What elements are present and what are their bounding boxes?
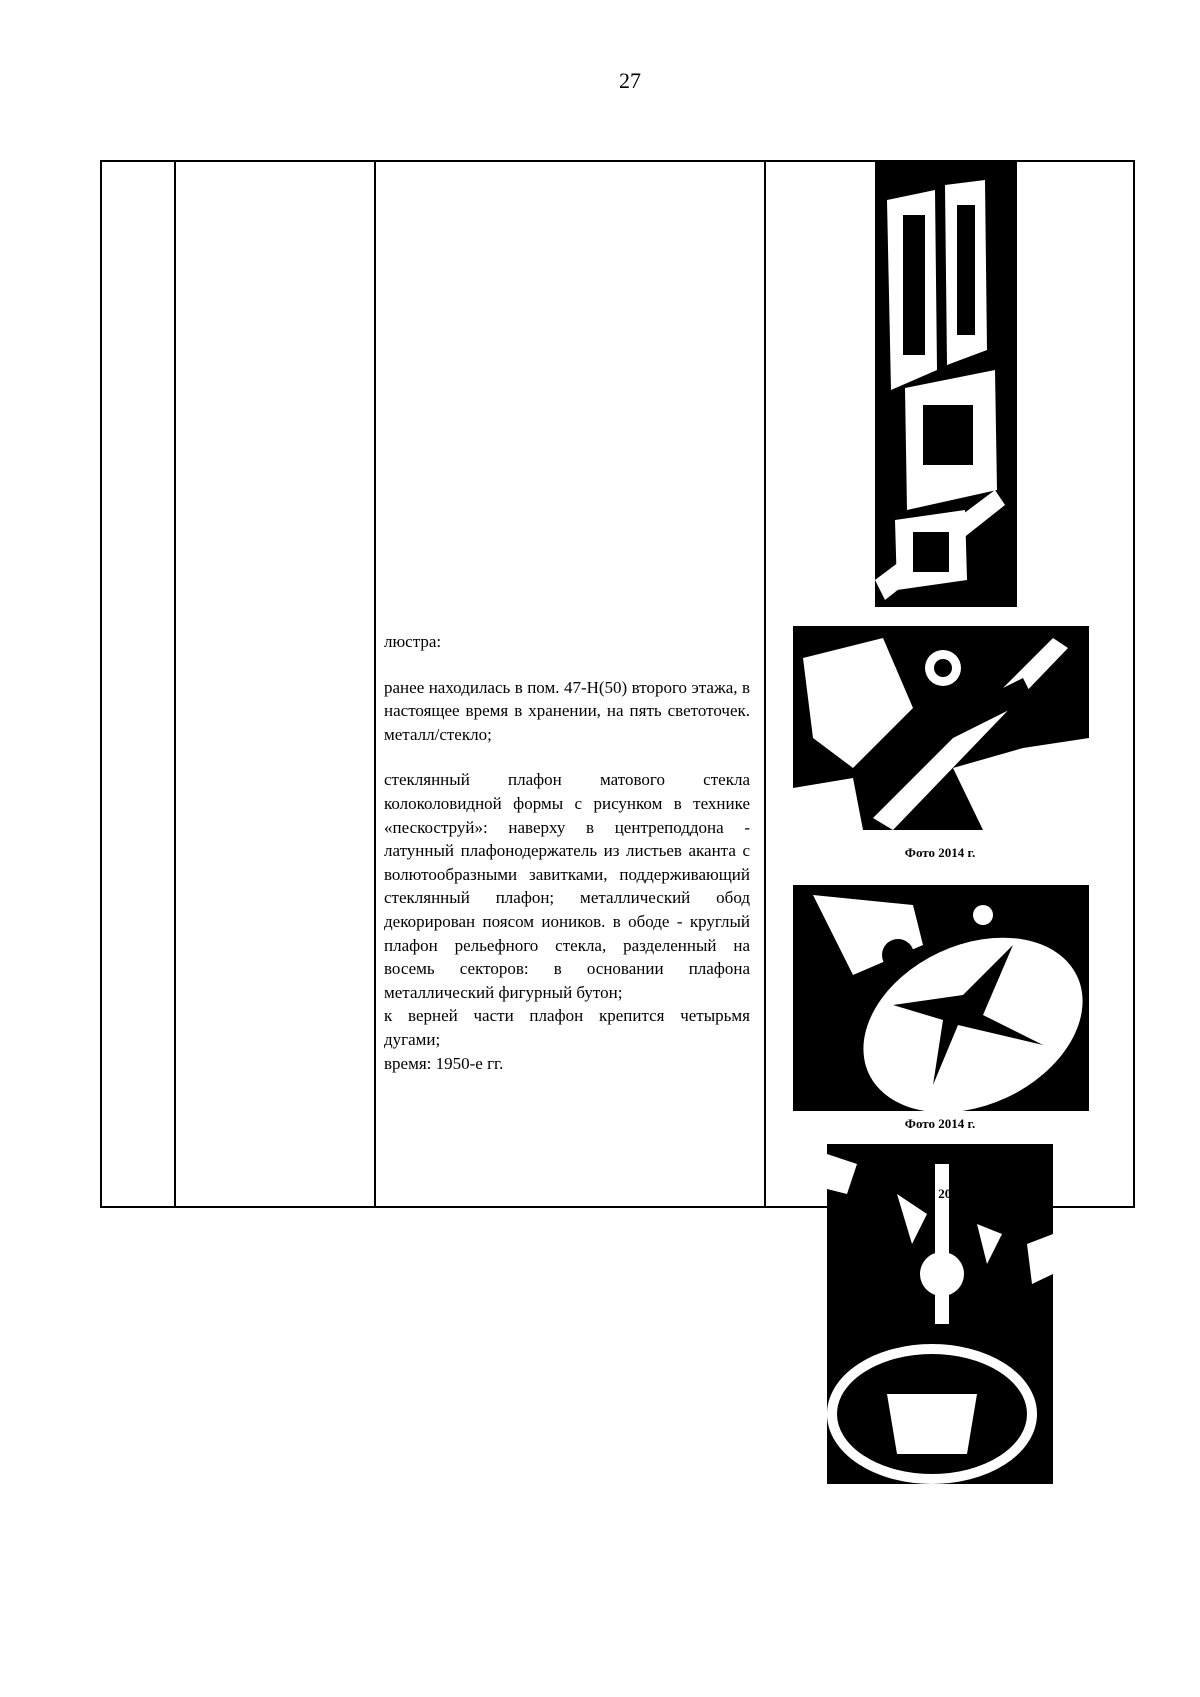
doorway-illustration: [875, 160, 1017, 607]
photo-chandelier-detail-2014: [793, 618, 1089, 830]
chandelier-top-illustration: [793, 885, 1089, 1111]
column-divider-1: [174, 162, 176, 1206]
photo-caption-1: Фото 2014 г.: [904, 845, 976, 860]
object-description: [384, 630, 750, 1075]
photo-caption-3: Фото 2025 г.: [904, 1186, 976, 1201]
object-title: люстра:: [384, 632, 442, 651]
photo-caption-2: Фото 2014 г.: [904, 1116, 976, 1131]
chandelier-detail-illustration: [793, 618, 1089, 830]
object-location: ранее находилась в пом. 47-Н(50) второго этажа, в настоящее время в хранении, на пять светоточек. металл/стекло;: [384, 677, 750, 744]
object-period: время: 1950-е гг.: [384, 1053, 504, 1073]
object-mounting: к верней части плафон крепится четырьмя дугами;: [384, 1006, 750, 1049]
photo-doorway: [875, 160, 1017, 607]
column-divider-3: [764, 162, 766, 1206]
page-number: 27: [619, 68, 641, 93]
photo-chandelier-top-2014: [793, 885, 1089, 1111]
column-divider-2: [374, 162, 376, 1206]
object-details: стеклянный плафон матового стекла колоколовидной формы с рисунком в технике «пескоструй»: наверху в центреподдона - латунный плафонодержатель из листьев аканта с волютообразными завитками, поддерживающий стеклянный плафон; металлический обод декорирован поясом иоников. в ободе - круглый плафон рельефного стекла, разделенный на восемь секторов: в основании плафона металлический фигурный бутон;: [384, 770, 750, 1002]
